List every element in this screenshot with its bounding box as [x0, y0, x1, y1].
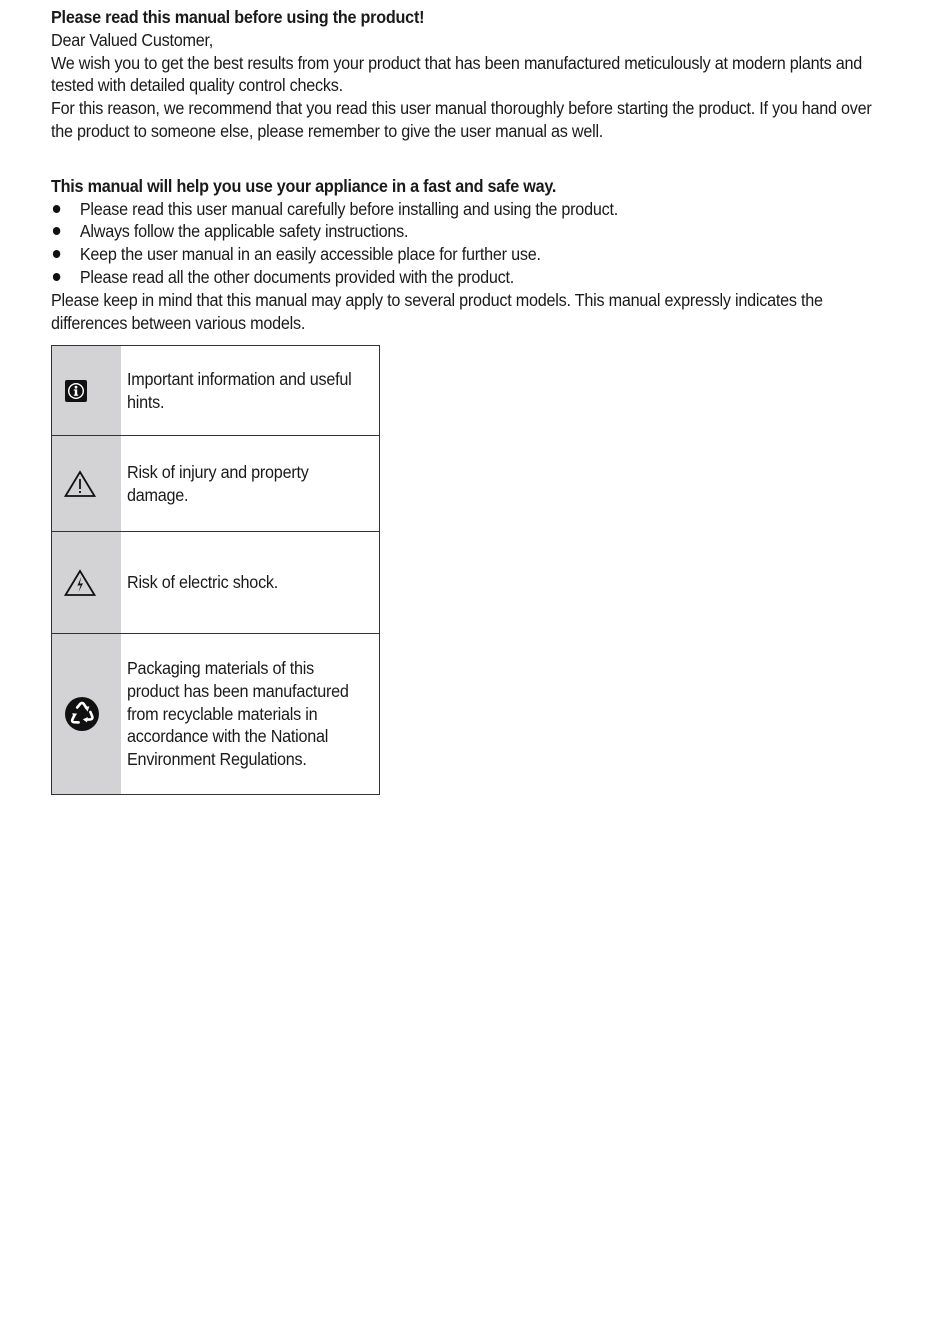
symbol-description: Packaging materials of this product has been manufactured from recyclable materials in accordance with the National Environment Regulations. [127, 658, 349, 770]
table-row [52, 532, 380, 634]
electric-shock-icon [64, 569, 121, 597]
list-item-text: Always follow the applicable safety instructions. [79, 221, 409, 242]
bullet-icon [53, 273, 60, 281]
list-item [51, 220, 891, 243]
symbol-description: Risk of electric shock. [127, 572, 279, 593]
list-item-text: Please read this user manual carefully before installing and using the product. [79, 198, 618, 219]
bullet-icon [53, 227, 60, 235]
warning-icon [64, 470, 121, 498]
list-item [51, 266, 891, 289]
description-cell [121, 532, 380, 634]
table-row [52, 634, 380, 795]
table-row [52, 346, 380, 436]
intro-heading: Please read this manual before using the product! [51, 7, 425, 27]
table-row [52, 436, 380, 532]
guide-heading: This manual will help you use your appliance in a fast and safe way. [51, 175, 557, 196]
icon-cell [52, 436, 122, 532]
description-cell [121, 634, 380, 795]
symbols-table [51, 345, 380, 795]
icon-cell [52, 532, 122, 634]
icon-cell [52, 346, 122, 436]
recycle-icon [64, 696, 121, 732]
intro-paragraph: For this reason, we recommend that you read this user manual thoroughly before starting the product. If you hand over the product to someone else, please remember to give the user manual as well. [51, 98, 872, 141]
description-cell [121, 436, 380, 532]
list-item-text: Please read all the other documents provided with the product. [79, 266, 515, 287]
manual-page [51, 6, 891, 334]
description-cell [121, 346, 380, 436]
intro-section [51, 6, 891, 334]
guide-bullet-list [51, 198, 891, 289]
list-item-text: Keep the user manual in an easily accessible place for further use. [79, 244, 541, 265]
symbol-description: Important information and useful hints. [127, 368, 352, 412]
list-item [51, 198, 891, 221]
list-item [51, 243, 891, 266]
icon-cell [52, 634, 122, 795]
bullet-icon [53, 205, 60, 213]
bullet-icon [53, 250, 60, 258]
models-note: Please keep in mind that this manual may apply to several product models. This manual expressly indicates the differences between various models. [51, 289, 823, 333]
symbol-description: Risk of injury and property damage. [127, 461, 309, 505]
info-icon [64, 379, 121, 403]
salutation: Dear Valued Customer, [51, 29, 214, 50]
intro-paragraph: We wish you to get the best results from your product that has been manufactured meticulously at modern plants and tested with detailed quality control checks. [51, 52, 863, 96]
